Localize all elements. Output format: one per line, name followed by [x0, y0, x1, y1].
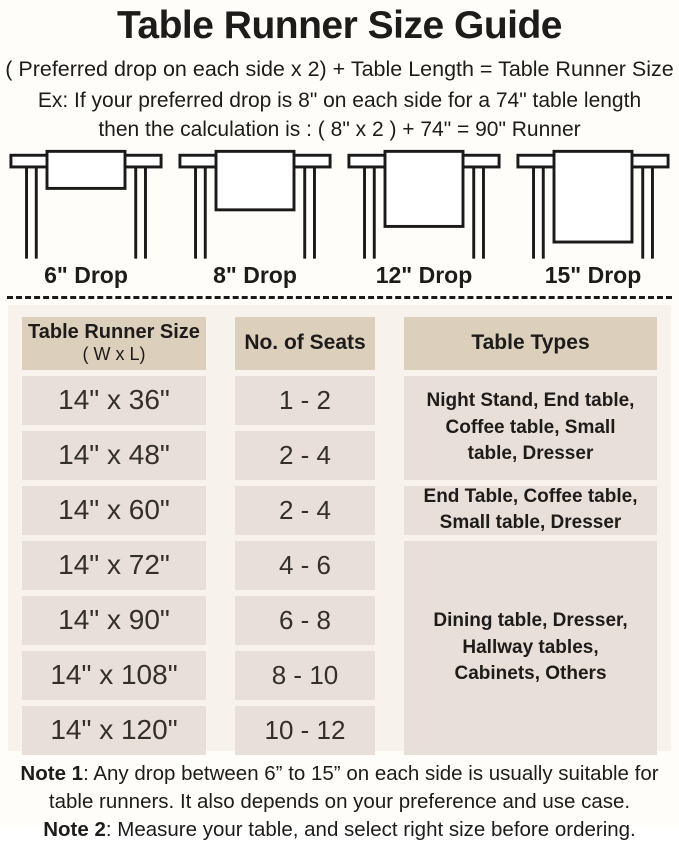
- drop-label: 12" Drop: [375, 261, 473, 288]
- notes-section: [0, 760, 679, 845]
- seats-cell-1-2: 1 - 2: [235, 376, 375, 425]
- size-table: [8, 305, 671, 751]
- note-2-text: : Measure your table, and select right size before ordering.: [105, 818, 636, 842]
- size-cell-14x120: 14" x 120": [22, 706, 206, 755]
- table-runner-illustration-icon: [177, 148, 333, 260]
- types-text: Night Stand, End table, Coffee table, Small table, Dresser: [426, 389, 635, 465]
- column-header-size-subtitle: ( W x L): [82, 344, 146, 365]
- table-drop-figure-8in: [177, 148, 333, 289]
- size-cell-14x36: 14" x 36": [22, 376, 206, 425]
- seats-cell-6-8: 6 - 8: [235, 596, 375, 645]
- column-header-types: Table Types: [404, 317, 657, 370]
- column-header-size-title: Table Runner Size: [28, 321, 200, 344]
- size-cell-14x60: 14" x 60": [22, 486, 206, 535]
- types-cell-small-tables: [404, 376, 657, 480]
- size-cell-14x72: 14" x 72": [22, 541, 206, 590]
- types-cell-dining-tables: [404, 541, 657, 755]
- table-drop-figure-12in: [346, 148, 502, 289]
- note-2-label: Note 2: [43, 818, 106, 842]
- note-2: [10, 816, 669, 844]
- size-cell-14x90: 14" x 90": [22, 596, 206, 645]
- seats-cell-4-6: 4 - 6: [235, 541, 375, 590]
- drop-label: 8" Drop: [213, 261, 297, 288]
- note-1-text: : Any drop between 6” to 15” on each side is usually suitable for table runners. It also depends on your preference and use case.: [48, 761, 659, 814]
- seats-cell-2-4b: 2 - 4: [235, 486, 375, 535]
- types-cell-end-tables: [404, 486, 657, 535]
- table-drop-figure-6in: [8, 148, 164, 289]
- drop-diagrams: [0, 148, 679, 289]
- size-cell-14x48: 14" x 48": [22, 431, 206, 480]
- dashed-divider: [7, 296, 672, 299]
- size-cell-14x108: 14" x 108": [22, 651, 206, 700]
- types-text: End Table, Coffee table, Small table, Dresser: [423, 485, 638, 534]
- drop-label: 6" Drop: [44, 261, 128, 288]
- table-runner-illustration-icon: [346, 148, 502, 260]
- table-drop-figure-15in: [515, 148, 671, 289]
- table-runner-illustration-icon: [8, 148, 164, 260]
- example-line-2: then the calculation is : ( 8" x 2 ) + 74" = 90" Runner: [98, 117, 581, 141]
- formula-text: ( Preferred drop on each side x 2) + Table Length = Table Runner Size: [5, 56, 674, 81]
- seats-cell-10-12: 10 - 12: [235, 706, 375, 755]
- note-1-label: Note 1: [20, 761, 84, 785]
- page-title: Table Runner Size Guide: [116, 4, 563, 47]
- drop-label: 15" Drop: [544, 261, 642, 288]
- types-text: Dining table, Dresser, Hallway tables, Cabinets, Others: [433, 609, 628, 685]
- example-line-1: Ex: If your preferred drop is 8" on each side for a 74" table length: [37, 88, 642, 112]
- note-1: [10, 760, 669, 817]
- column-header-seats: No. of Seats: [235, 317, 375, 370]
- seats-cell-8-10: 8 - 10: [235, 651, 375, 700]
- seats-cell-2-4: 2 - 4: [235, 431, 375, 480]
- column-header-size: [22, 317, 206, 370]
- table-runner-illustration-icon: [515, 148, 671, 260]
